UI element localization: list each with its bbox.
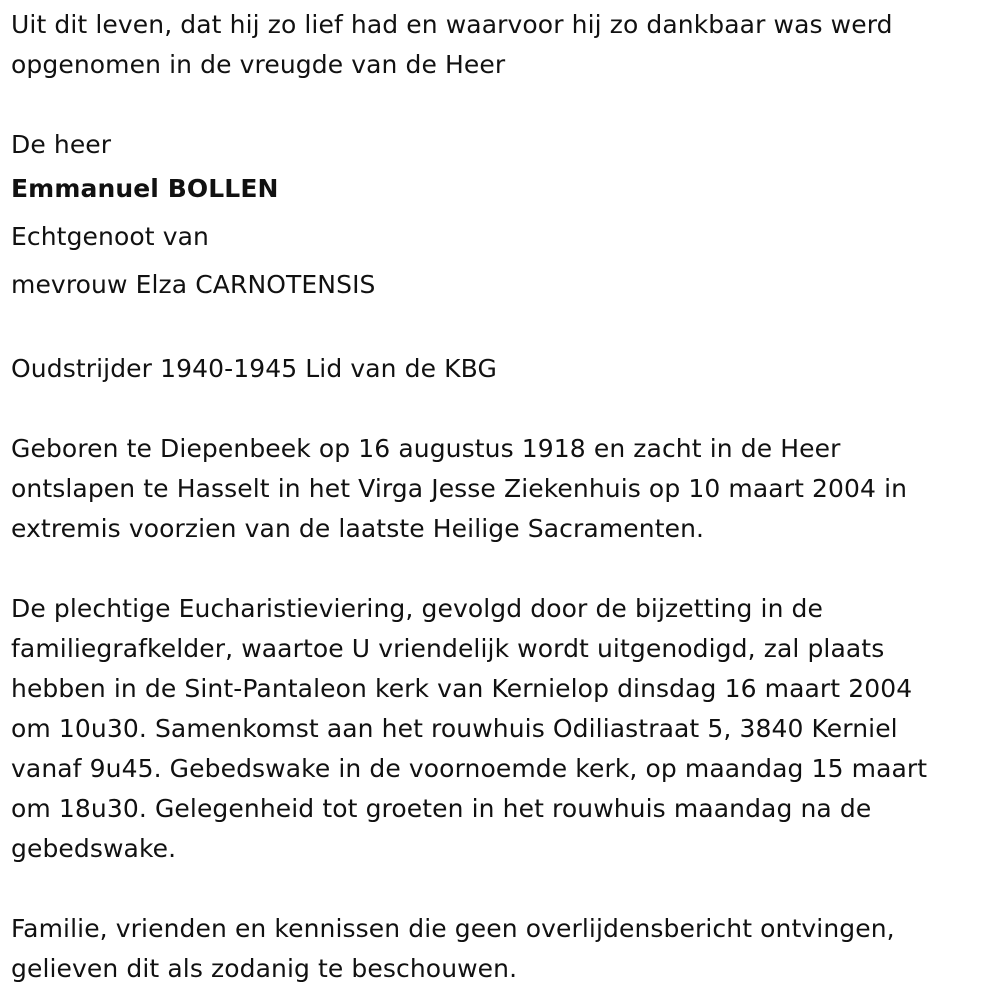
deceased-name: Emmanuel BOLLEN	[11, 174, 279, 203]
intro-paragraph	[11, 0, 1000, 85]
birth-death-line: Geboren te Diepenbeek op 16 augustus 1918 en zacht in de Heer	[11, 434, 841, 463]
distinction-line: Oudstrijder 1940-1945 Lid van de KBG	[11, 354, 497, 383]
spacer	[11, 309, 1000, 349]
spouse-name: mevrouw Elza CARNOTENSIS	[11, 270, 376, 299]
intro-line: opgenomen in de vreugde van de Heer	[11, 50, 506, 79]
spouse-prefix: Echtgenoot van	[11, 222, 209, 251]
ceremony-line: vanaf 9u45. Gebedswake in de voornoemde kerk, op maandag 15 maart	[11, 754, 928, 783]
closing-line: gelieven dit als zodanig te beschouwen.	[11, 954, 518, 983]
ceremony-line: De plechtige Eucharistieviering, gevolgd door de bijzetting in de	[11, 594, 824, 623]
ceremony-line: om 10u30. Samenkomst aan het rouwhuis Odiliastraat 5, 3840 Kerniel	[11, 714, 898, 743]
spacer	[11, 549, 1000, 589]
closing-line: Familie, vrienden en kennissen die geen overlijdensbericht ontvingen,	[11, 914, 895, 943]
intro-line: Uit dit leven, dat hij zo lief had en waarvoor hij zo dankbaar was werd	[11, 10, 893, 39]
ceremony-line: hebben in de Sint-Pantaleon kerk van Kernielop dinsdag 16 maart 2004	[11, 674, 913, 703]
birth-death-line: extremis voorzien van de laatste Heilige Sacramenten.	[11, 514, 705, 543]
birth-death-line: ontslapen te Hasselt in het Virga Jesse Ziekenhuis op 10 maart 2004 in	[11, 474, 908, 503]
title-prefix: De heer	[11, 130, 112, 159]
spacer	[11, 389, 1000, 429]
ceremony-line: om 18u30. Gelegenheid tot groeten in het rouwhuis maandag na de	[11, 794, 872, 823]
birth-death-paragraph	[11, 429, 1000, 549]
ceremony-line: familiegrafkelder, waartoe U vriendelijk wordt uitgenodigd, zal plaats	[11, 634, 885, 663]
spacer	[11, 869, 1000, 909]
closing-paragraph	[11, 909, 1000, 989]
ceremony-paragraph	[11, 589, 1000, 869]
spacer	[11, 85, 1000, 125]
ceremony-line: gebedswake.	[11, 834, 177, 863]
